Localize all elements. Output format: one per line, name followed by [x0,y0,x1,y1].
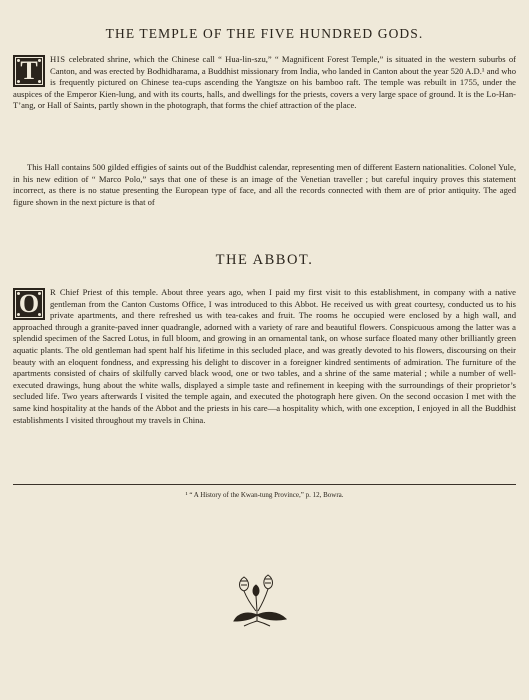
paragraph-text: Chief Priest of this temple. About three years ago, when I paid my first visit to this establishment, in company with a native gentleman from the Canton Customs Office, I was introduced to this Abbot. He received us with great courtesy, conducted us to his private apartments, and there refreshed us with tea-cakes and fruit. The rooms he occupied were enclosed by a high wall, and approached through a granite-paved inner quadrangle, adorned with a variety of rare and beautiful flowers. Conspicuous among the latter was a splendid specimen of the Sacred Lotus, in full bloom, and growing in an ornamental tank, on whose surface floated many other brilliantly green aquatic plants. The old gentleman had spent half his lifetime in this secluded place, and was greatly devoted to his flowers, discoursing on their beauty with an eloquent fondness, and expressing his delight to discover in a foreigner kindred sentiments of admiration. The furniture of the apartments consisted of chairs of skilfully carved black wood, one or two tables, and a shrine of the same material ; while a number of well-executed drawings, hung about the white walls, displayed a simple taste and refinement in keeping with the surroundings of their proprietor’s secluded life. Two years afterwards I visited the temple again, and executed the photograph here given. On the second occasion I met with the same kind hospitality at the hands of the Abbot and the priests in his care—a hospitality which, with one exception, I enjoyed in all the Buddhist establishments I visited throughout my travels in China. [13,287,516,425]
dropcap-o [13,288,45,320]
footnote: ¹ “ A History of the Kwan-tung Province,” p. 12, Bowra. [185,491,344,499]
first-word: HIS [50,54,66,64]
paragraph-text: This Hall contains 500 gilded effigies of saints out of the Buddhist calendar, representing men of different Eastern nationalities. Colonel Yule, in his new edition of “ Marco Polo,” says that one of these is an image of the Venetian traveller ; but careful inquiry proves this statement incorrect, as there is no statue presenting the European type of face, and all the records connected with them are of prior antiquity. The aged figure shown in the next picture is that of [13,162,516,207]
first-word: R [50,287,57,297]
section-title: THE ABBOT. [215,252,314,268]
paragraph-text: celebrated shrine, which the Chinese call “ Hua-lin-szu,” “ Magnificent Forest Temple,” is situated in the western suburbs of Canton, and was erected by Bodhidharama, a Buddhist missionary from India, who landed in Canton about the year 520 A.D.¹ and who is frequently pictured on Chinese tea-cups ascending the Yangtsze on his bamboo raft. The temple was rebuilt in 1755, under the auspices of the Emperor Kien-lung, and with its courts, halls, and dwellings for the priests, covers a very large space of ground. It is the Lo-Han-T’ang, or Hall of Saints, partly shown in the photograph, that forms the chief attraction of the place. [13,54,516,111]
dropcap-t [13,55,45,87]
page-title: THE TEMPLE OF THE FIVE HUNDRED GODS. [105,26,424,41]
dropcap-letter: T [20,56,38,85]
paragraph-temple [13,54,516,112]
flower-ornament-icon [230,571,294,627]
paragraph-hall [13,162,516,208]
footnote-divider [13,484,516,485]
dropcap-letter: O [18,289,40,318]
paragraph-abbot [13,287,516,426]
